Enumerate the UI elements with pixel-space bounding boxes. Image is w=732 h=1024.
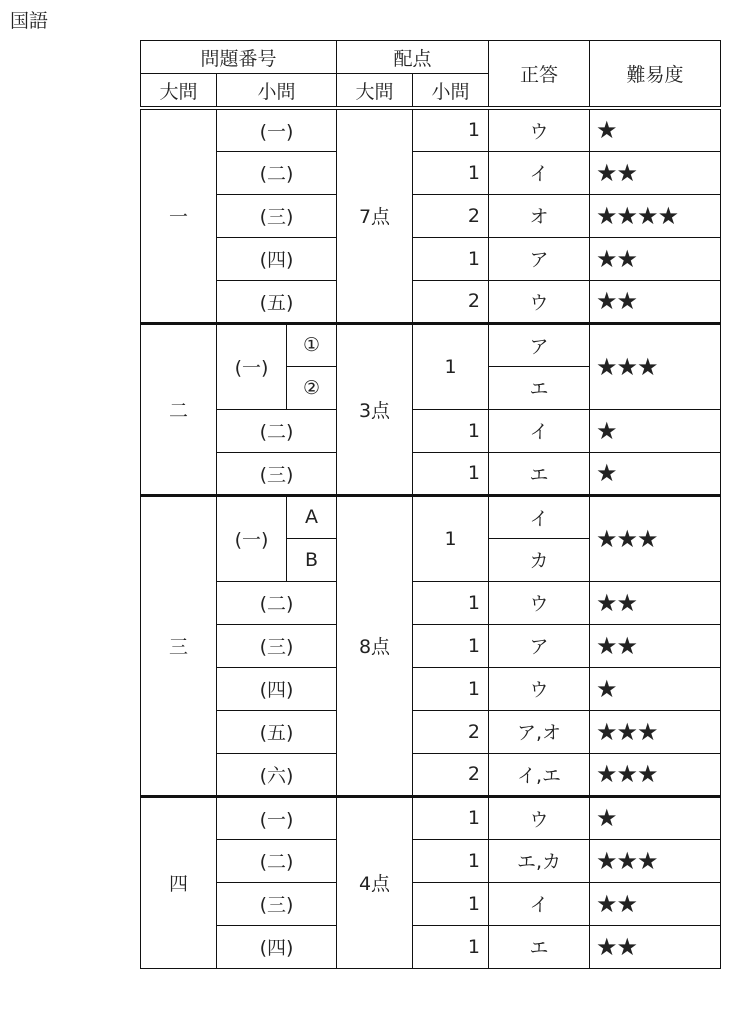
difficulty-stars: ★: [590, 796, 721, 839]
answer-cell: ア: [489, 323, 590, 366]
minor-question-cell: (二): [217, 409, 337, 452]
minor-points-cell: 1: [413, 796, 489, 839]
minor-points-cell: 1: [413, 624, 489, 667]
answer-cell: イ: [489, 882, 590, 925]
minor-question-cell: (一): [217, 323, 287, 409]
table-row: [141, 323, 721, 366]
minor-question-cell: (一): [217, 796, 337, 839]
header-answer: 正答: [489, 41, 590, 109]
minor-points-cell: 1: [413, 882, 489, 925]
difficulty-stars: ★★: [590, 624, 721, 667]
minor-points-cell: 1: [413, 108, 489, 151]
minor-part-cell: ①: [287, 323, 337, 366]
table-row: [141, 108, 721, 151]
minor-question-cell: (一): [217, 495, 287, 581]
major-points-cell: 3点: [337, 323, 413, 495]
minor-question-cell: (四): [217, 925, 337, 968]
answer-cell: ウ: [489, 667, 590, 710]
minor-part-cell: A: [287, 495, 337, 538]
table-row: [141, 194, 721, 237]
minor-question-cell: (六): [217, 753, 337, 796]
header-points: 配点: [337, 41, 489, 74]
table-row: [141, 667, 721, 710]
header-points-minor: 小問: [413, 74, 489, 109]
minor-points-cell: 2: [413, 753, 489, 796]
header-points-major: 大問: [337, 74, 413, 109]
minor-points-cell: 1: [413, 925, 489, 968]
difficulty-stars: ★★: [590, 280, 721, 323]
minor-points-cell: 1: [413, 581, 489, 624]
difficulty-stars: ★: [590, 667, 721, 710]
difficulty-stars: ★★: [590, 925, 721, 968]
major-question-cell: 四: [141, 796, 217, 968]
difficulty-stars: ★★★: [590, 495, 721, 581]
answer-cell: ア: [489, 237, 590, 280]
table-row: [141, 839, 721, 882]
minor-points-cell: 1: [413, 667, 489, 710]
difficulty-stars: ★★: [590, 237, 721, 280]
minor-points-cell: 1: [413, 323, 489, 409]
answer-cell: ウ: [489, 796, 590, 839]
difficulty-stars: ★★: [590, 882, 721, 925]
major-points-cell: 8点: [337, 495, 413, 796]
answer-cell: イ: [489, 409, 590, 452]
difficulty-stars: ★★★: [590, 323, 721, 409]
minor-part-cell: B: [287, 538, 337, 581]
difficulty-stars: ★★★: [590, 839, 721, 882]
minor-question-cell: (四): [217, 667, 337, 710]
minor-points-cell: 2: [413, 710, 489, 753]
difficulty-stars: ★★: [590, 581, 721, 624]
table-row: [141, 882, 721, 925]
minor-question-cell: (三): [217, 194, 337, 237]
table-row: [141, 710, 721, 753]
answer-cell: ウ: [489, 108, 590, 151]
answer-cell: エ: [489, 452, 590, 495]
minor-question-cell: (三): [217, 624, 337, 667]
answer-cell: エ: [489, 366, 590, 409]
table-row: [141, 151, 721, 194]
minor-points-cell: 1: [413, 839, 489, 882]
major-question-cell: 三: [141, 495, 217, 796]
table-row: [141, 753, 721, 796]
difficulty-stars: ★: [590, 452, 721, 495]
minor-points-cell: 1: [413, 151, 489, 194]
header-minor: 小問: [217, 74, 337, 109]
minor-points-cell: 1: [413, 495, 489, 581]
answer-cell: オ: [489, 194, 590, 237]
answer-cell: ア: [489, 624, 590, 667]
minor-points-cell: 1: [413, 409, 489, 452]
major-points-cell: 7点: [337, 108, 413, 323]
table-row: [141, 581, 721, 624]
difficulty-stars: ★: [590, 409, 721, 452]
difficulty-stars: ★★★: [590, 753, 721, 796]
table-row: [141, 925, 721, 968]
minor-question-cell: (三): [217, 452, 337, 495]
minor-question-cell: (三): [217, 882, 337, 925]
minor-question-cell: (二): [217, 151, 337, 194]
minor-points-cell: 2: [413, 194, 489, 237]
minor-points-cell: 1: [413, 452, 489, 495]
major-question-cell: 二: [141, 323, 217, 495]
difficulty-stars: ★★: [590, 151, 721, 194]
minor-question-cell: (一): [217, 108, 337, 151]
minor-points-cell: 1: [413, 237, 489, 280]
difficulty-stars: ★★★: [590, 710, 721, 753]
answer-cell: イ: [489, 495, 590, 538]
minor-points-cell: 2: [413, 280, 489, 323]
answer-cell: ウ: [489, 280, 590, 323]
major-question-cell: 一: [141, 108, 217, 323]
table-row: [141, 409, 721, 452]
minor-part-cell: ②: [287, 366, 337, 409]
answer-cell: イ: [489, 151, 590, 194]
minor-question-cell: (五): [217, 710, 337, 753]
table-row: [141, 495, 721, 538]
difficulty-stars: ★: [590, 108, 721, 151]
answer-table: [140, 40, 720, 969]
page-title: 国語: [10, 10, 49, 32]
major-points-cell: 4点: [337, 796, 413, 968]
answer-cell: エ,カ: [489, 839, 590, 882]
minor-question-cell: (四): [217, 237, 337, 280]
table-row: [141, 452, 721, 495]
header-problem-number: 問題番号: [141, 41, 337, 74]
header-major: 大問: [141, 74, 217, 109]
table-row: [141, 624, 721, 667]
header-difficulty: 難易度: [590, 41, 721, 109]
table-row: [141, 237, 721, 280]
answer-cell: ウ: [489, 581, 590, 624]
answer-cell: ア,オ: [489, 710, 590, 753]
minor-question-cell: (五): [217, 280, 337, 323]
minor-question-cell: (二): [217, 581, 337, 624]
table-row: [141, 280, 721, 323]
difficulty-stars: ★★★★: [590, 194, 721, 237]
answer-cell: イ,エ: [489, 753, 590, 796]
minor-question-cell: (二): [217, 839, 337, 882]
table-row: [141, 796, 721, 839]
answer-cell: エ: [489, 925, 590, 968]
answer-cell: カ: [489, 538, 590, 581]
